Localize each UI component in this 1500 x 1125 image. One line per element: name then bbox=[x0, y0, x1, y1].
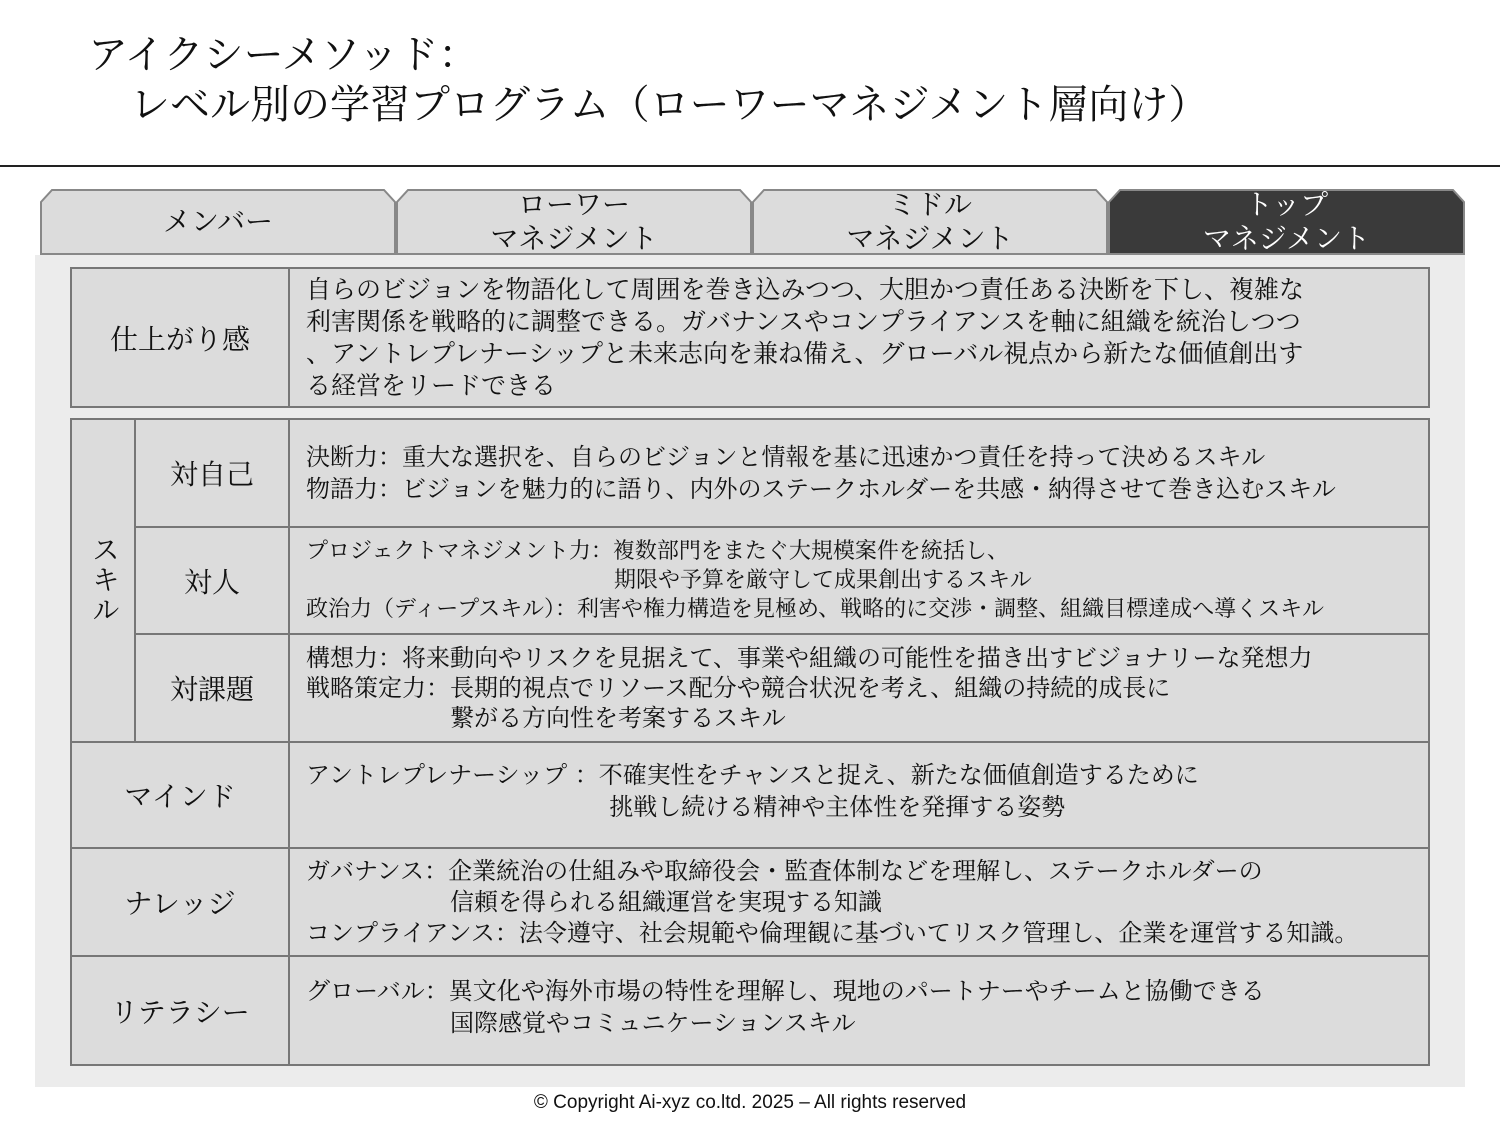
literacy-text bbox=[290, 957, 1430, 1064]
tab-member-label: メンバー bbox=[162, 205, 274, 238]
tab-top-management-label: トップ マネジメント bbox=[1202, 188, 1371, 255]
knowledge-text bbox=[290, 849, 1430, 955]
title-divider bbox=[0, 165, 1500, 167]
knowledge-label: ナレッジ bbox=[124, 887, 236, 920]
skill-interpersonal-text bbox=[290, 528, 1430, 633]
copyright-notice: © Copyright Ai-xyz co.ltd. 2025 – All rights reserved bbox=[533, 1092, 967, 1113]
title-line-2: レベル別の学習プログラム（ローワーマネジメント層向け） bbox=[130, 82, 1209, 128]
skill-interpersonal-label: 対人 bbox=[183, 565, 240, 599]
tab-lower-management-label: ローワー マネジメント bbox=[490, 188, 658, 255]
skill-self-label: 対自己 bbox=[169, 458, 254, 491]
skill-task-text bbox=[290, 635, 1430, 741]
skill-task-text-content: 構想力：将来動向やリスクを見据えて、事業や組織の可能性を描き出すビジョナリーな発想力 戦略策定力：長期的視点でリソース配分や競合状況を考え、組織の持続的成長に 繋がる方向性を考案するスキル bbox=[306, 644, 1313, 732]
knowledge-text-content: ガバナンス：企業統治の仕組みや取締役会・監査体制などを理解し、ステークホルダーの 信頼を得られる組織運営を実現する知識 コンプライアンス：法令遵守、社会規範や倫理観に基づいてリスク管理し、企業を運営する知識。 bbox=[306, 856, 1359, 947]
skill-interpersonal-text-content: プロジェクトマネジメント力：複数部門をまたぐ大規模案件を統括し、 期限や予算を厳守して成果創出するスキル 政治力（ディープスキル）：利害や権力構造を見極め、戦略的に交渉・調整、組織目標達成へ導くスキル bbox=[306, 539, 1324, 622]
finish-text bbox=[290, 267, 1430, 408]
finish-label: 仕上がり感 bbox=[109, 322, 250, 356]
finish-text-content: 自らのビジョンを物語化して周囲を巻き込みつつ、大胆かつ責任ある決断を下し、複雑な 利害関係を戦略的に調整できる。ガバナンスやコンプライアンスを軸に組織を統治しつつ 、アントレプレナーシップと未来志向を兼ね備え、グローバル視点から新たな価値創出す る経営をリードできる bbox=[306, 274, 1305, 400]
mind-text-content: アントレプレナーシップ ：不確実性をチャンスと捉え、新たな価値創造するために 挑戦し続ける精神や主体性を発揮する姿勢 bbox=[306, 761, 1199, 821]
title-line-1: アイクシーメソッド： bbox=[88, 32, 479, 78]
literacy-label: リテラシー bbox=[110, 995, 250, 1029]
skill-self-text bbox=[290, 420, 1430, 526]
page-title bbox=[88, 30, 1208, 130]
skill-self-text-content: 決断力：重大な選択を、自らのビジョンと情報を基に迅速かつ責任を持って決めるスキル 物語力：ビジョンを魅力的に語り、内外のステークホルダーを共感・納得させて巻き込むスキル bbox=[306, 443, 1336, 503]
skill-label-text: スキル bbox=[88, 535, 121, 625]
skill-label bbox=[74, 420, 134, 740]
literacy-text-content: グローバル：異文化や海外市場の特性を理解し、現地のパートナーやチームと協働できる 国際感覚やコミュニケーションスキル bbox=[306, 977, 1265, 1037]
skill-task-label: 対課題 bbox=[169, 673, 254, 706]
tab-middle-management-label: ミドル マネジメント bbox=[846, 188, 1014, 255]
tab-middle-management[interactable] bbox=[752, 189, 1108, 255]
tab-member[interactable] bbox=[40, 189, 396, 255]
tab-lower-management[interactable] bbox=[396, 189, 752, 255]
mind-label: マインド bbox=[124, 780, 236, 813]
tab-top-management[interactable] bbox=[1108, 189, 1465, 255]
mind-text bbox=[290, 743, 1430, 847]
